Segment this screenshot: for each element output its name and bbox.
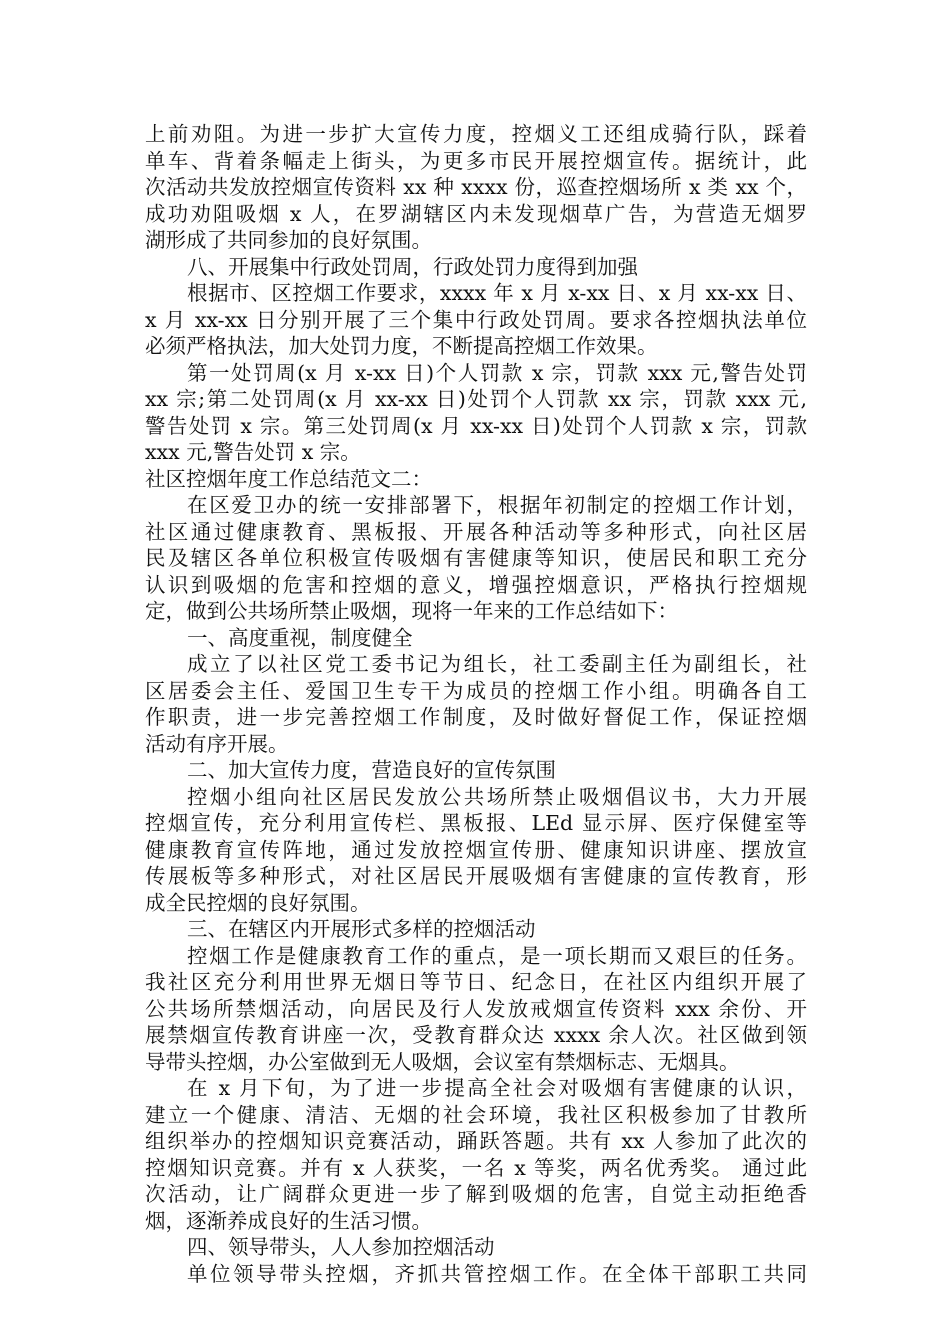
- text-line: 成立了以社区党工委书记为组长，社工委副主任为副组长，社: [187, 652, 807, 676]
- text-line: 控烟小组向社区居民发放公共场所禁止吸烟倡议书，大力开展: [187, 784, 807, 809]
- text-line: 必须严格执法，加大处罚力度，不断提高控烟工作效果。: [145, 334, 658, 358]
- document-body: [145, 121, 807, 1287]
- text-line: xx 宗;第二处罚周(x 月 xx-xx 日)处罚个人罚款 xx 宗，罚款 xxx 元,: [145, 387, 807, 411]
- text-line: 次活动共发放控烟宣传资料 xx 种 xxxx 份，巡查控烟场所 x 类 xx 个，: [145, 175, 807, 199]
- text-line: 上前劝阻。为进一步扩大宣传力度，控烟义工还组成骑行队，踩着: [145, 122, 807, 146]
- text-line: 活动有序开展。: [145, 731, 289, 756]
- text-line: xxx 元,警告处罚 x 宗。: [145, 440, 361, 464]
- text-line: 警告处罚 x 宗。第三处罚周(x 月 xx-xx 日)处罚个人罚款 x 宗，罚款: [145, 413, 807, 438]
- text-line: 认识到吸烟的危害和控烟的意义，增强控烟意识，严格执行控烟规: [145, 572, 807, 597]
- text-line: 控烟工作是健康教育工作的重点，是一项长期而又艰巨的任务。: [187, 943, 807, 968]
- text-line: 单车、背着条幅走上街头，为更多市民开展控烟宣传。据统计，此: [145, 148, 807, 173]
- text-line: 建立一个健康、清洁、无烟的社会环境，我社区积极参加了甘教所: [145, 1102, 807, 1127]
- text-line: 民及辖区各单位积极宣传吸烟有害健康等知识，使居民和职工充分: [145, 546, 807, 570]
- text-line: 社区控烟年度工作总结范文二：: [145, 466, 432, 491]
- text-line: 三、在辖区内开展形式多样的控烟活动: [187, 917, 536, 941]
- text-line: 八、开展集中行政处罚周，行政处罚力度得到加强: [187, 254, 638, 279]
- text-line: 公共场所禁烟活动，向居民及行人发放戒烟宣传资料 xxx 余份、开: [145, 996, 807, 1021]
- text-line: 根据市、区控烟工作要求，xxxx 年 x 月 x-xx 日、x 月 xx-xx 日、: [187, 281, 807, 305]
- text-line: 在区爱卫办的统一安排部署下，根据年初制定的控烟工作计划，: [187, 493, 807, 517]
- text-line: 在 x 月下旬，为了进一步提高全社会对吸烟有害健康的认识，: [187, 1076, 807, 1100]
- text-line: 作职责，进一步完善控烟工作制度，及时做好督促工作，保证控烟: [145, 705, 807, 729]
- text-line: 导带头控烟，办公室做到无人吸烟，会议室有禁烟标志、无烟具。: [145, 1049, 740, 1074]
- text-line: 次活动，让广阔群众更进一步了解到吸烟的危害，自觉主动拒绝香: [145, 1182, 807, 1206]
- text-line: 健康教育宣传阵地，通过发放控烟宣传册、健康知识讲座、摆放宣: [145, 837, 807, 862]
- text-line: 一、高度重视，制度健全: [187, 625, 413, 650]
- text-line: 组织举办的控烟知识竞赛活动，踊跃答题。共有 xx 人参加了此次的: [145, 1129, 807, 1153]
- text-line: 定，做到公共场所禁止吸烟，现将一年来的工作总结如下：: [145, 599, 678, 623]
- text-line: 单位领导带头控烟，齐抓共管控烟工作。在全体干部职工共同: [187, 1261, 807, 1286]
- text-line: 控烟宣传，充分利用宣传栏、黑板报、LEd 显示屏、医疗保健室等: [145, 811, 807, 835]
- text-line: 区居委会主任、爱国卫生专干为成员的控烟工作小组。明确各自工: [145, 678, 807, 703]
- text-line: 展禁烟宣传教育讲座一次，受教育群众达 xxxx 余人次。社区做到领: [145, 1023, 807, 1047]
- text-line: 烟，逐渐养成良好的生活习惯。: [145, 1208, 432, 1233]
- text-line: 湖形成了共同参加的良好氛围。: [145, 228, 432, 252]
- text-line: 社区通过健康教育、黑板报、开展各种活动等多种形式，向社区居: [145, 519, 807, 544]
- text-line: 成功劝阻吸烟 x 人，在罗湖辖区内未发现烟草广告，为营造无烟罗: [145, 201, 807, 226]
- text-line: 传展板等多种形式，对社区居民开展吸烟有害健康的宣传教育，形: [145, 864, 807, 888]
- text-line: 四、领导带头，人人参加控烟活动: [187, 1235, 495, 1259]
- text-line: 控烟知识竞赛。并有 x 人获奖，一名 x 等奖，两名优秀奖。 通过此: [145, 1155, 807, 1180]
- text-line: 第一处罚周(x 月 x-xx 日)个人罚款 x 宗，罚款 xxx 元,警告处罚: [187, 360, 807, 385]
- text-line: 我社区充分利用世界无烟日等节日、纪念日，在社区内组织开展了: [145, 970, 807, 994]
- text-line: x 月 xx-xx 日分别开展了三个集中行政处罚周。要求各控烟执法单位: [145, 307, 807, 332]
- text-line: 二、加大宣传力度，营造良好的宣传氛围: [187, 758, 556, 782]
- text-line: 成全民控烟的良好氛围。: [145, 890, 371, 915]
